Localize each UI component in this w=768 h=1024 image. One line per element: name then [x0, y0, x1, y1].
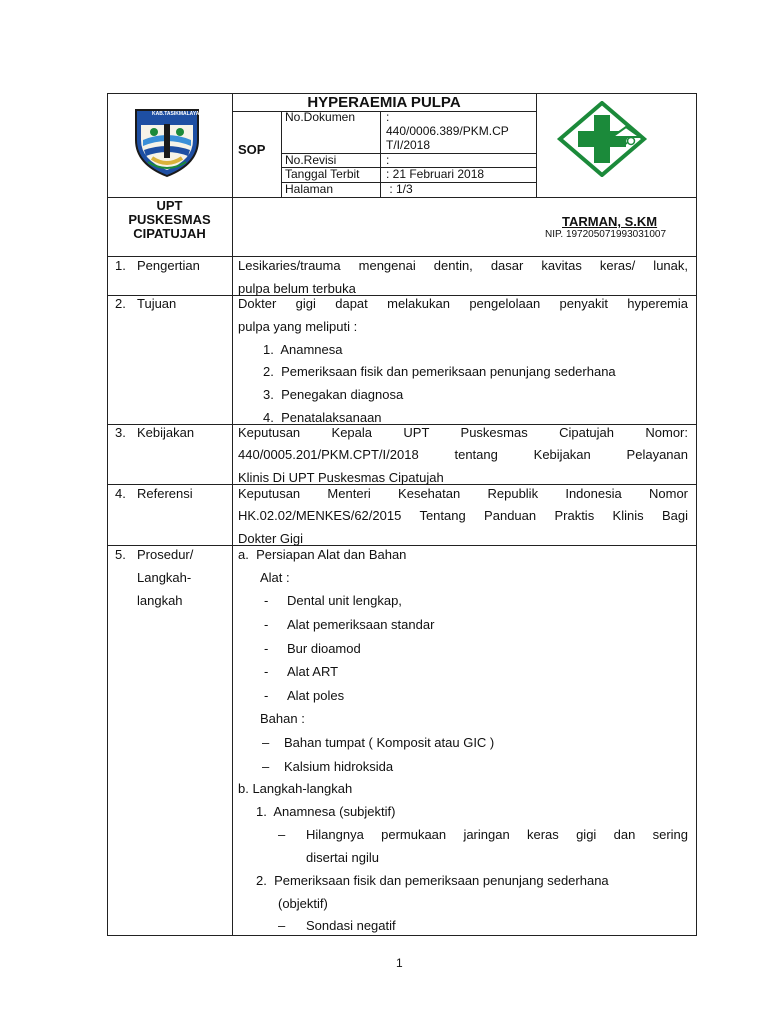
regency-logo [128, 100, 206, 178]
steps-title: b. Langkah-langkah [238, 781, 353, 796]
org-name-line-1: UPT [156, 198, 183, 213]
field-value-no-revisi: : [386, 153, 390, 167]
section-3-line-2: 440/0005.201/PKM.CPT/I/2018 tentang Kebijakan Pelayanan [238, 447, 688, 462]
section-4-line-3: Dokter Gigi [238, 531, 304, 546]
field-label-no-dokumen: No.Dokumen [285, 110, 356, 124]
bahan-item-1: Bahan tumpat ( Komposit atau GIC ) [284, 735, 495, 750]
header-divider-2 [536, 93, 537, 197]
section-4-label: Referensi [137, 486, 193, 501]
field-value-no-dokumen-1: : [386, 110, 390, 124]
puskesmas-cross-icon [554, 101, 650, 177]
section-2-line-1: Dokter gigi dapat melakukan pengelolaan penyakit hyperemia [238, 296, 688, 311]
section-2-item-4: 4. Penatalaksanaan [263, 410, 382, 425]
section-5-number: 5. [115, 547, 126, 562]
title-bottom-line [232, 111, 536, 112]
puskesmas-logo [554, 101, 650, 177]
header-divider-1 [232, 93, 233, 936]
section-4-line-1: Keputusan Menteri Kesehatan Republik Indonesia Nomor [238, 486, 688, 501]
bahan-item-2: Kalsium hidroksida [284, 759, 394, 774]
field-label-tanggal-terbit: Tanggal Terbit [285, 167, 360, 181]
section-3-number: 3. [115, 425, 126, 440]
alat-dash-3: - [264, 641, 269, 656]
page-number: 1 [396, 956, 403, 970]
step-2-sub: Sondasi negatif [306, 918, 396, 933]
table-border-bottom [107, 935, 697, 936]
alat-item-4: Alat ART [287, 664, 339, 679]
field-value-no-dokumen-3: T/I/2018 [386, 138, 431, 152]
section-2-label: Tujuan [137, 296, 177, 311]
alat-item-1: Dental unit lengkap, [287, 593, 402, 608]
alat-item-2: Alat pemeriksaan standar [287, 617, 435, 632]
alat-label: Alat : [260, 570, 290, 585]
field-value-tanggal-terbit: : 21 Februari 2018 [386, 167, 485, 181]
alat-item-5: Alat poles [287, 688, 345, 703]
preparation-title: a. Persiapan Alat dan Bahan [238, 547, 407, 562]
section-3-label: Kebijakan [137, 425, 195, 440]
row-line-4 [107, 545, 697, 546]
signer-nip: NIP. 197205071993031007 [545, 229, 667, 240]
section-3-line-1: Keputusan Kepala UPT Puskesmas Cipatujah Nomor: [238, 425, 688, 440]
field-value-no-dokumen-2: 440/0006.389/PKM.CP [386, 124, 509, 138]
table-border-right [696, 93, 697, 936]
alat-dash-1: - [264, 593, 269, 608]
step-1-sub-line-2: disertai ngilu [306, 850, 379, 865]
sop-label: SOP [238, 142, 266, 157]
section-2-item-2: 2. Pemeriksaan fisik dan pemeriksaan penunjang sederhana [263, 364, 616, 379]
sop-divider [281, 111, 282, 197]
section-5-label-3: langkah [137, 593, 183, 608]
section-1-line-1: Lesikaries/trauma mengenai dentin, dasar kavitas keras/ lunak, [238, 258, 688, 273]
field-label-no-revisi: No.Revisi [285, 153, 337, 167]
document-title: HYPERAEMIA PULPA [307, 94, 461, 111]
section-2-item-3: 3. Penegakan diagnosa [263, 387, 404, 402]
field-value-halaman: : 1/3 [386, 182, 413, 196]
alat-item-3: Bur dioamod [287, 641, 361, 656]
org-name-line-2: PUSKESMAS [128, 212, 211, 227]
bahan-label: Bahan : [260, 711, 305, 726]
section-1-number: 1. [115, 258, 126, 273]
step-2-line-2: (objektif) [278, 896, 328, 911]
section-3-line-3: Klinis Di UPT Puskesmas Cipatujah [238, 470, 444, 485]
alat-dash-2: - [264, 617, 269, 632]
alat-dash-4: - [264, 664, 269, 679]
section-4-line-2: HK.02.02/MENKES/62/2015 Tentang Panduan Praktis Klinis Bagi [238, 508, 688, 523]
field-label-halaman: Halaman [285, 182, 334, 196]
step-1-dash: – [278, 827, 286, 842]
section-5-label-2: Langkah- [137, 570, 192, 585]
step-1: 1. Anamnesa (subjektif) [256, 804, 396, 819]
bahan-dash-2: – [262, 759, 270, 774]
alat-dash-5: - [264, 688, 269, 703]
org-bottom-line [107, 256, 697, 257]
org-name-line-3: CIPATUJAH [133, 226, 206, 241]
section-5-label-1: Prosedur/ [137, 547, 194, 562]
section-2-number: 2. [115, 296, 126, 311]
signer-name: TARMAN, S.KM [562, 214, 658, 229]
bahan-dash-1: – [262, 735, 270, 750]
section-2-item-1: 1. Anamnesa [263, 342, 343, 357]
section-1-line-2: pulpa belum terbuka [238, 281, 356, 296]
step-2-dash: – [278, 918, 286, 933]
step-1-sub-line-1: Hilangnya permukaan jaringan keras gigi dan sering [306, 827, 688, 842]
field-divider [380, 111, 381, 197]
section-1-label: Pengertian [137, 258, 200, 273]
step-2-line-1: 2. Pemeriksaan fisik dan pemeriksaan penunjang sederhana [256, 873, 609, 888]
logo-banner-text: KAB.TASIKMALAYA [152, 111, 200, 117]
section-2-line-2: pulpa yang meliputi : [238, 319, 358, 334]
section-4-number: 4. [115, 486, 126, 501]
